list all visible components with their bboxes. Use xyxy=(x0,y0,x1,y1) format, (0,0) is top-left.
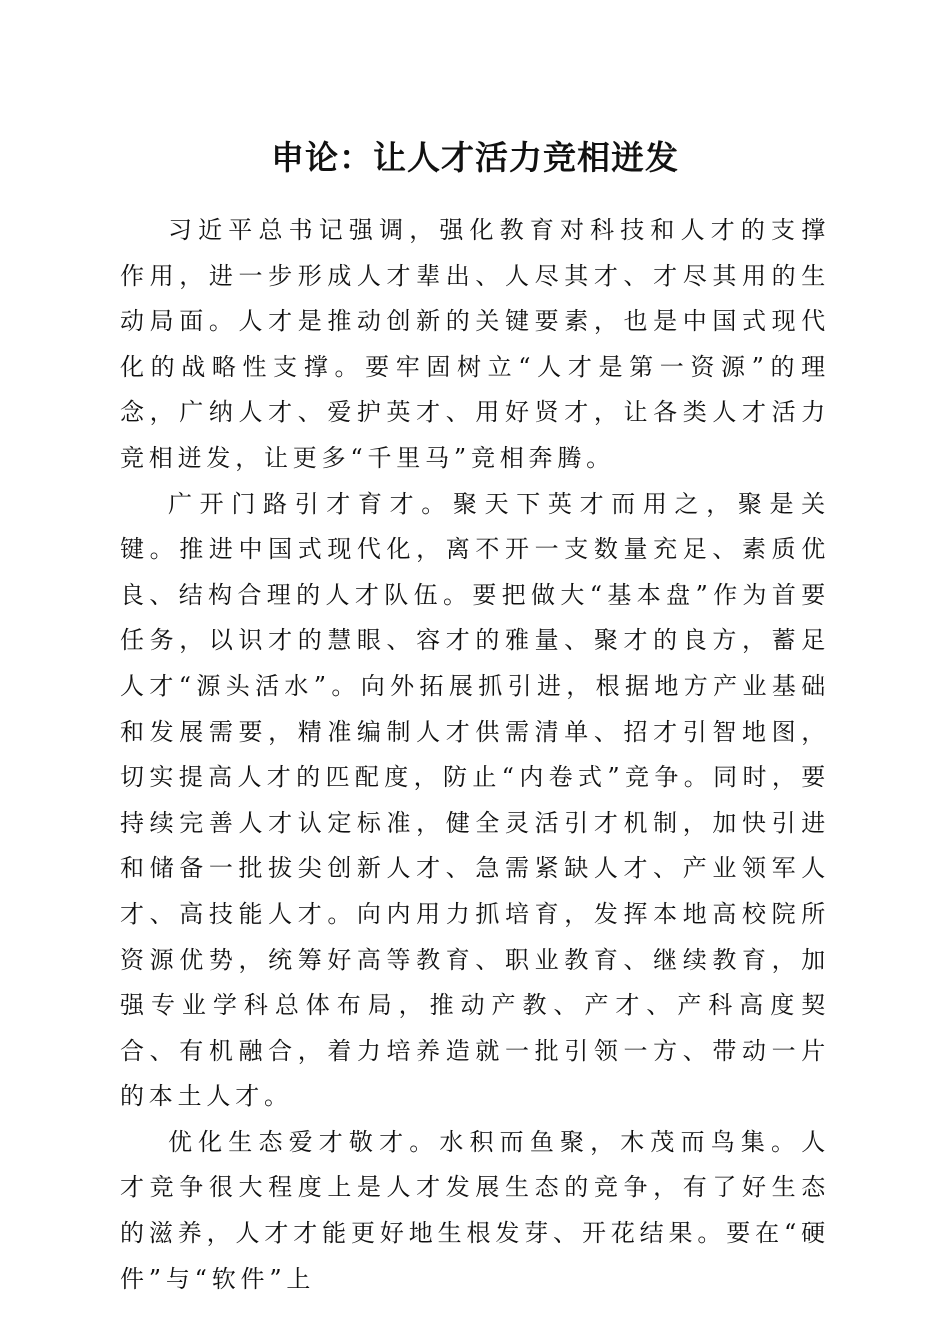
paragraph-3: 优化生态爱才敬才。水积而鱼聚，木茂而鸟集。人才竞争很大程度上是人才发展生态的竞争，有了好生态的滋养，人才才能更好地生根发芽、开花结果。要在“硬件”与“软件”上 xyxy=(120,1127,830,1293)
paragraph-1: 习近平总书记强调，强化教育对科技和人才的支撑作用，进一步形成人才辈出、人尽其才、才尽其用的生动局面。人才是推动创新的关键要素，也是中国式现代化的战略性支撑。要牢固树立“人才是第一资源”的理念，广纳人才、爱护英才、用好贤才，让各类人才活力竞相迸发，让更多“千里马”竞相奔腾。 xyxy=(120,216,830,472)
document-title: 申论：让人才活力竞相迸发 xyxy=(271,138,679,177)
document-body xyxy=(120,208,830,1302)
paragraph-2: 广开门路引才育才。聚天下英才而用之，聚是关键。推进中国式现代化，离不开一支数量充足、素质优良、结构合理的人才队伍。要把做大“基本盘”作为首要任务，以识才的慧眼、容才的雅量、聚才的良方，蓄足人才“源头活水”。向外拓展抓引进，根据地方产业基础和发展需要，精准编制人才供需清单、招才引智地图，切实提高人才的匹配度，防止“内卷式”竞争。同时，要持续完善人才认定标准，健全灵活引才机制，加快引进和储备一批拔尖创新人才、急需紧缺人才、产业领军人才、高技能人才。向内用力抓培育，发挥本地高校院所资源优势，统筹好高等教育、职业教育、继续教育，加强专业学科总体布局，推动产教、产才、产科高度契合、有机融合，着力培养造就一批引领一方、带动一片的本土人才。 xyxy=(120,489,830,1111)
